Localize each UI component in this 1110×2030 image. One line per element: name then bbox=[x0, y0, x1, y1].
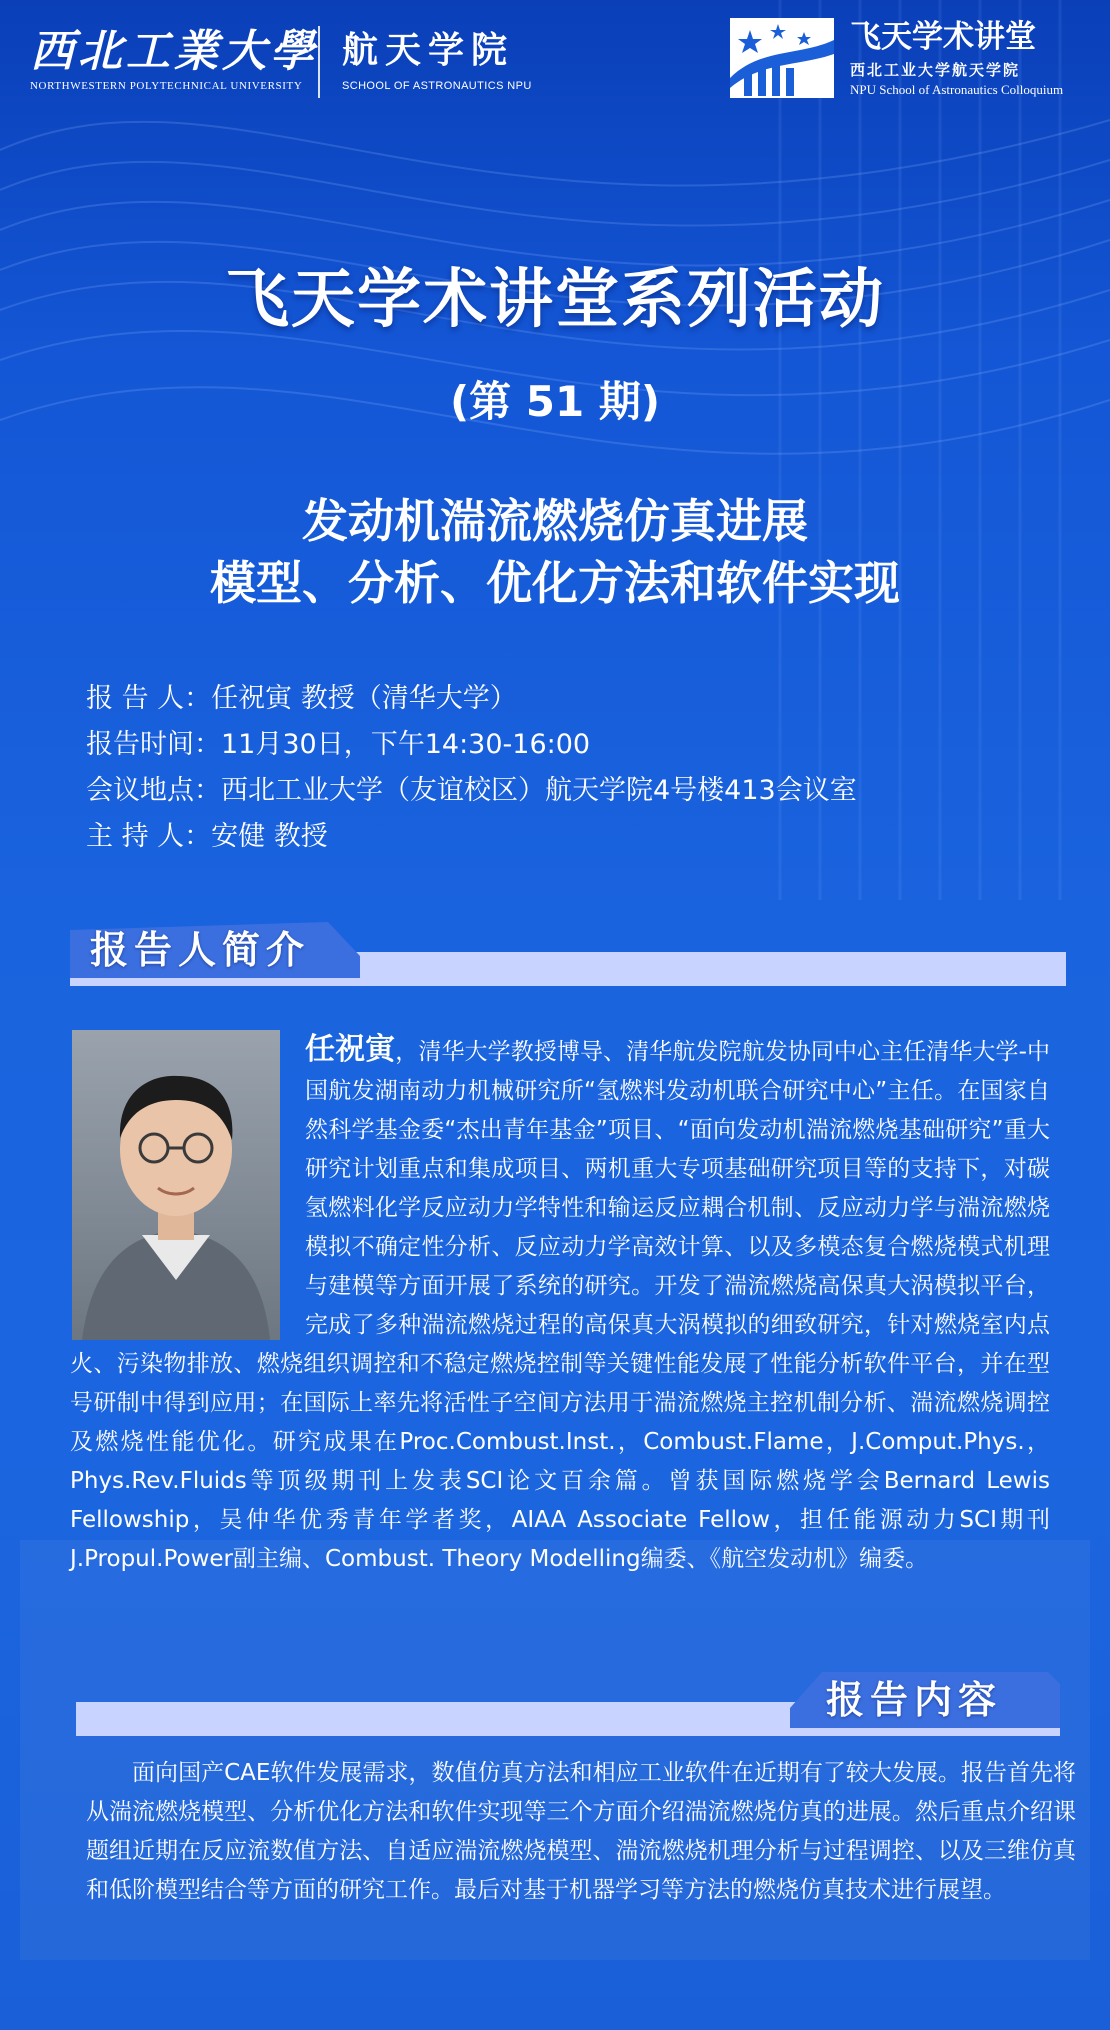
time-row: 报告时间：11月30日，下午14:30-16:00 bbox=[86, 729, 591, 760]
header-divider bbox=[318, 26, 320, 98]
talk-title-line-2: 模型、分析、优化方法和软件实现 bbox=[210, 556, 900, 610]
colloquium-name-en: NPU School of Astronautics Colloquium bbox=[850, 82, 1064, 97]
speaker-row: 报 告 人：任祝寅 教授（清华大学） bbox=[86, 683, 517, 714]
issue-number: (第 51 期) bbox=[449, 377, 661, 426]
talk-abstract: 面向国产CAE软件发展需求，数值仿真方法和相应工业软件在近期有了较大发展。报告首先将从湍流燃烧模型、分析优化方法和软件实现等三个方面介绍湍流燃烧仿真的进展。然后重点介绍课题组近期在反应流数值方法、自适应湍流燃烧模型、湍流燃烧机理分析与过程调控、以及三维仿真和低阶模型结合等方面的研究工作。最后对基于机器学习等方法的燃烧仿真技术进行展望。 bbox=[86, 1760, 1076, 1903]
colloquium-subtitle: 西北工业大学航天学院 bbox=[850, 61, 1021, 79]
colloquium-brand bbox=[850, 18, 1095, 98]
university-name-cn: 西北工業大學 bbox=[30, 26, 318, 77]
university-name-en: NORTHWESTERN POLYTECHNICAL UNIVERSITY bbox=[30, 80, 303, 92]
event-info bbox=[86, 676, 1046, 860]
university-logo bbox=[30, 26, 318, 92]
host-row: 主 持 人：安健 教授 bbox=[86, 821, 328, 852]
header bbox=[0, 0, 1110, 110]
talk-title-line-1: 发动机湍流燃烧仿真进展 bbox=[302, 494, 808, 548]
speaker-bio bbox=[70, 1030, 1050, 1579]
speaker-name: 任祝寅 bbox=[305, 1032, 396, 1067]
school-name-en: SCHOOL OF ASTRONAUTICS NPU bbox=[342, 80, 532, 92]
school-logo bbox=[342, 28, 532, 92]
colloquium-emblem-icon bbox=[730, 18, 834, 98]
venue-row: 会议地点：西北工业大学（友谊校区）航天学院4号楼413会议室 bbox=[86, 775, 857, 806]
photo-spacer bbox=[70, 1030, 305, 1342]
bio-section-heading: 报告人简介 bbox=[90, 927, 311, 972]
school-name-cn: 航天学院 bbox=[342, 30, 515, 71]
content-section-heading: 报告内容 bbox=[826, 1677, 1003, 1722]
talk-title bbox=[0, 490, 1110, 614]
speaker-bio-text: ，清华大学教授博导、清华航发院航发协同中心主任清华大学-中国航发湖南动力机械研究所“氢燃料发动机联合研究中心”主任。在国家自然科学基金委“杰出青年基金”项目、“面向发动机湍流燃烧基础研究”重大研究计划重点和集成项目、两机重大专项基础研究项目等的支持下，对碳氢燃料化学反应动力学特性和输运反应耦合机制、反应动力学与湍流燃烧模拟不确定性分析、反应动力学高效计算、以及多模态复合燃烧模式机理与建模等方面开展了系统的研究。开发了湍流燃烧高保真大涡模拟平台，完成了多种湍流燃烧过程的高保真大涡模拟的细致研究，针对燃烧室内点火、污染物排放、燃烧组织调控和不稳定燃烧控制等关键性能发展了性能分析软件平台，并在型号研制中得到应用；在国际上率先将活性子空间方法用于湍流燃烧主控机制分析、湍流燃烧调控及燃烧性能优化。研究成果在Proc.Combust.Inst.，Combust.Flame，J.Comput.Phys.，Phys.Rev.Fluids等顶级期刊上发表SCI论文百余篇。曾获国际燃烧学会Bernard Lewis Fellowship，吴仲华优秀青年学者奖，AIAA Associate Fellow，担任能源动力SCI期刊J.Propul.Power副主编、Combust. Theory Modelling编委、《航空发动机》编委。 bbox=[70, 1039, 1050, 1572]
series-title: 飞天学术讲堂系列活动 bbox=[225, 263, 885, 337]
colloquium-name-cn: 飞天学术讲堂 bbox=[850, 19, 1036, 55]
